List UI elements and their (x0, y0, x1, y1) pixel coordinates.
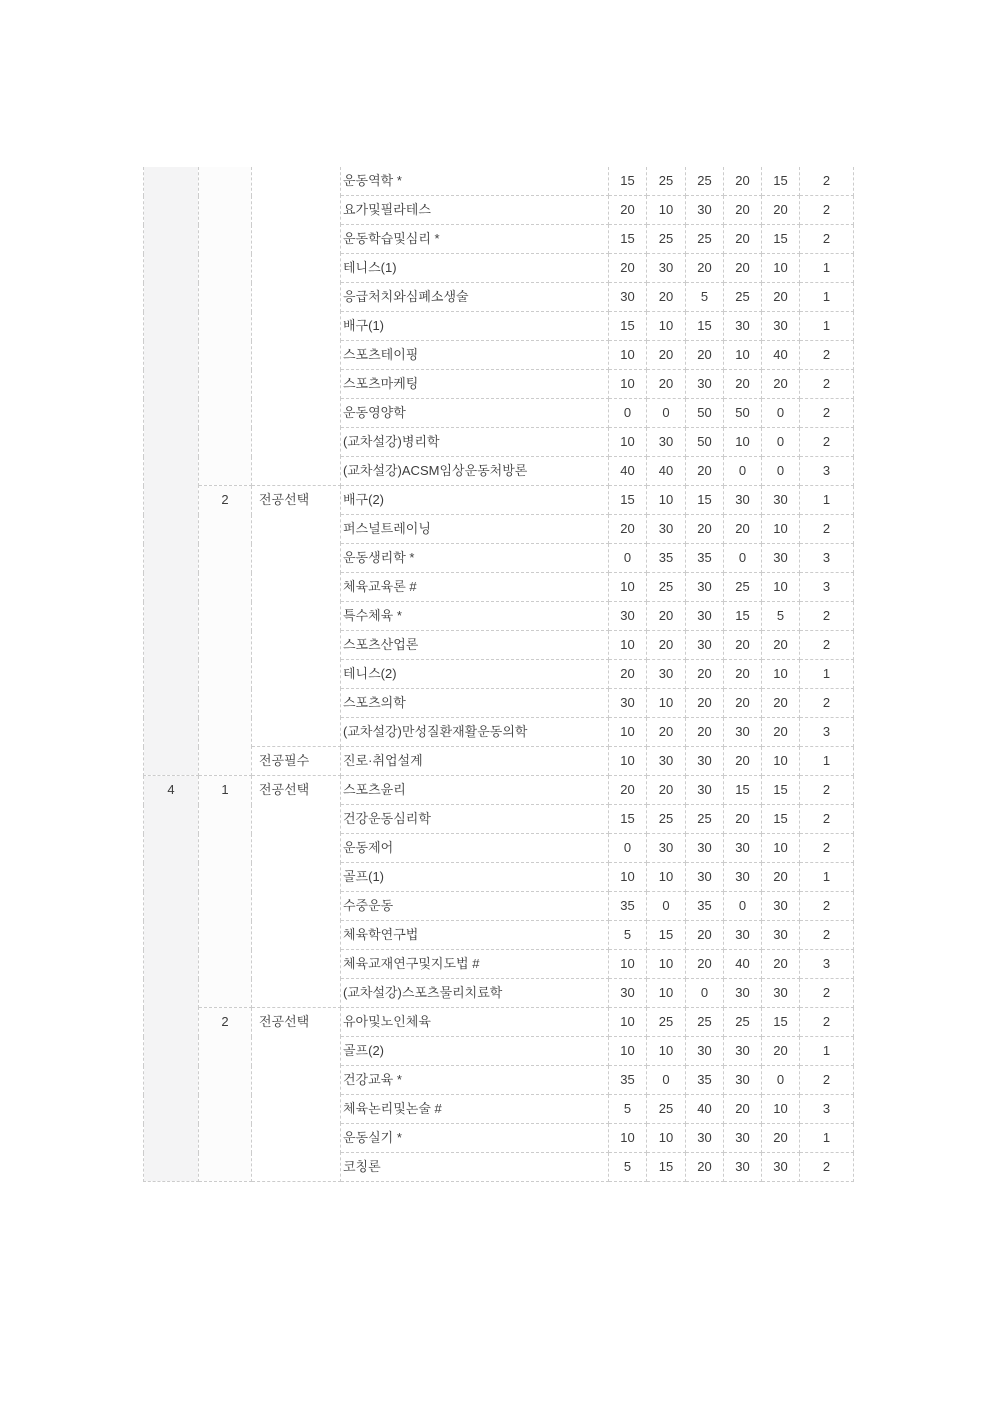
score-cell-2: 25 (647, 1008, 686, 1037)
curriculum-table-body (144, 167, 854, 1182)
score-cell-5: 30 (762, 486, 800, 515)
course-name-cell: 스포츠산업론 (341, 631, 609, 660)
course-name-cell: 건강운동심리학 (341, 805, 609, 834)
score-cell-3: 50 (686, 428, 724, 457)
grade-cell (144, 167, 199, 776)
score-cell-1: 10 (609, 1008, 647, 1037)
score-cell-3: 30 (686, 1124, 724, 1153)
score-cell-2: 10 (647, 196, 686, 225)
score-cell-2: 25 (647, 225, 686, 254)
course-name-cell: 스포츠윤리 (341, 776, 609, 805)
score-cell-4: 30 (724, 718, 762, 747)
score-cell-1: 10 (609, 950, 647, 979)
course-type-cell: 전공선택 (252, 776, 341, 1008)
score-cell-2: 10 (647, 1037, 686, 1066)
credit-cell: 2 (800, 341, 854, 370)
course-name-cell: 운동생리학 * (341, 544, 609, 573)
score-cell-2: 0 (647, 1066, 686, 1095)
score-cell-4: 20 (724, 660, 762, 689)
score-cell-5: 10 (762, 747, 800, 776)
score-cell-5: 10 (762, 573, 800, 602)
course-type-cell: 전공선택 (252, 486, 341, 747)
score-cell-1: 0 (609, 399, 647, 428)
score-cell-4: 20 (724, 689, 762, 718)
score-cell-3: 15 (686, 312, 724, 341)
score-cell-3: 15 (686, 486, 724, 515)
score-cell-4: 30 (724, 921, 762, 950)
course-name-cell: 건강교육 * (341, 1066, 609, 1095)
credit-cell: 3 (800, 457, 854, 486)
score-cell-1: 15 (609, 167, 647, 196)
score-cell-5: 30 (762, 544, 800, 573)
score-cell-5: 15 (762, 167, 800, 196)
score-cell-3: 30 (686, 776, 724, 805)
course-name-cell: 골프(2) (341, 1037, 609, 1066)
credit-cell: 3 (800, 718, 854, 747)
score-cell-2: 0 (647, 399, 686, 428)
credit-cell: 1 (800, 254, 854, 283)
credit-cell: 2 (800, 1008, 854, 1037)
score-cell-2: 25 (647, 805, 686, 834)
score-cell-3: 30 (686, 631, 724, 660)
credit-cell: 1 (800, 660, 854, 689)
score-cell-4: 30 (724, 1153, 762, 1182)
course-name-cell: 진로·취업설계 (341, 747, 609, 776)
score-cell-5: 30 (762, 312, 800, 341)
score-cell-2: 10 (647, 950, 686, 979)
curriculum-table (143, 167, 854, 1182)
score-cell-5: 15 (762, 776, 800, 805)
score-cell-2: 30 (647, 428, 686, 457)
score-cell-4: 20 (724, 370, 762, 399)
score-cell-1: 0 (609, 544, 647, 573)
course-name-cell: 수중운동 (341, 892, 609, 921)
score-cell-1: 15 (609, 312, 647, 341)
score-cell-1: 30 (609, 602, 647, 631)
table-row (144, 167, 854, 196)
credit-cell: 2 (800, 921, 854, 950)
score-cell-1: 10 (609, 370, 647, 399)
credit-cell: 2 (800, 428, 854, 457)
credit-cell: 3 (800, 950, 854, 979)
curriculum-table-container (143, 167, 854, 1182)
score-cell-2: 25 (647, 167, 686, 196)
course-name-cell: 체육교육론 # (341, 573, 609, 602)
semester-cell: 1 (199, 776, 252, 1008)
score-cell-2: 20 (647, 718, 686, 747)
score-cell-5: 10 (762, 515, 800, 544)
score-cell-3: 30 (686, 573, 724, 602)
credit-cell: 2 (800, 370, 854, 399)
score-cell-3: 30 (686, 196, 724, 225)
course-name-cell: 운동제어 (341, 834, 609, 863)
score-cell-1: 5 (609, 1153, 647, 1182)
score-cell-5: 0 (762, 457, 800, 486)
course-name-cell: 스포츠테이핑 (341, 341, 609, 370)
score-cell-1: 10 (609, 747, 647, 776)
score-cell-2: 10 (647, 689, 686, 718)
score-cell-4: 10 (724, 341, 762, 370)
score-cell-1: 30 (609, 283, 647, 312)
score-cell-4: 25 (724, 1008, 762, 1037)
credit-cell: 2 (800, 631, 854, 660)
score-cell-1: 20 (609, 254, 647, 283)
course-name-cell: 운동학습및심리 * (341, 225, 609, 254)
credit-cell: 1 (800, 312, 854, 341)
score-cell-5: 20 (762, 370, 800, 399)
score-cell-3: 20 (686, 921, 724, 950)
credit-cell: 3 (800, 1095, 854, 1124)
score-cell-5: 30 (762, 892, 800, 921)
score-cell-3: 50 (686, 399, 724, 428)
course-name-cell: 특수체육 * (341, 602, 609, 631)
semester-cell: 2 (199, 1008, 252, 1182)
score-cell-5: 0 (762, 1066, 800, 1095)
credit-cell: 2 (800, 1153, 854, 1182)
score-cell-2: 30 (647, 515, 686, 544)
score-cell-4: 30 (724, 834, 762, 863)
table-row (144, 1008, 854, 1037)
course-name-cell: 코칭론 (341, 1153, 609, 1182)
score-cell-2: 25 (647, 1095, 686, 1124)
credit-cell: 2 (800, 1066, 854, 1095)
score-cell-4: 20 (724, 1095, 762, 1124)
score-cell-4: 20 (724, 515, 762, 544)
credit-cell: 1 (800, 1124, 854, 1153)
score-cell-4: 30 (724, 486, 762, 515)
score-cell-2: 20 (647, 631, 686, 660)
score-cell-5: 0 (762, 428, 800, 457)
score-cell-1: 10 (609, 718, 647, 747)
score-cell-5: 30 (762, 921, 800, 950)
score-cell-1: 10 (609, 341, 647, 370)
course-name-cell: 테니스(1) (341, 254, 609, 283)
score-cell-3: 30 (686, 863, 724, 892)
score-cell-3: 5 (686, 283, 724, 312)
score-cell-3: 25 (686, 805, 724, 834)
score-cell-5: 10 (762, 1095, 800, 1124)
score-cell-3: 20 (686, 254, 724, 283)
score-cell-5: 20 (762, 283, 800, 312)
course-name-cell: 스포츠의학 (341, 689, 609, 718)
score-cell-2: 20 (647, 370, 686, 399)
score-cell-1: 20 (609, 196, 647, 225)
score-cell-1: 10 (609, 1037, 647, 1066)
course-name-cell: 체육논리및논술 # (341, 1095, 609, 1124)
score-cell-1: 0 (609, 834, 647, 863)
score-cell-5: 0 (762, 399, 800, 428)
score-cell-5: 15 (762, 805, 800, 834)
credit-cell: 2 (800, 167, 854, 196)
score-cell-4: 30 (724, 1066, 762, 1095)
course-name-cell: 배구(1) (341, 312, 609, 341)
score-cell-5: 10 (762, 660, 800, 689)
score-cell-5: 20 (762, 196, 800, 225)
credit-cell: 2 (800, 689, 854, 718)
score-cell-1: 20 (609, 776, 647, 805)
score-cell-5: 20 (762, 950, 800, 979)
course-name-cell: 퍼스널트레이닝 (341, 515, 609, 544)
score-cell-3: 20 (686, 689, 724, 718)
credit-cell: 3 (800, 544, 854, 573)
score-cell-3: 30 (686, 747, 724, 776)
score-cell-3: 20 (686, 1153, 724, 1182)
score-cell-4: 0 (724, 892, 762, 921)
credit-cell: 2 (800, 979, 854, 1008)
score-cell-1: 10 (609, 863, 647, 892)
score-cell-1: 5 (609, 921, 647, 950)
score-cell-5: 40 (762, 341, 800, 370)
score-cell-2: 20 (647, 776, 686, 805)
score-cell-3: 35 (686, 1066, 724, 1095)
score-cell-3: 20 (686, 660, 724, 689)
score-cell-2: 25 (647, 573, 686, 602)
score-cell-1: 10 (609, 428, 647, 457)
score-cell-5: 15 (762, 1008, 800, 1037)
score-cell-4: 30 (724, 979, 762, 1008)
score-cell-2: 40 (647, 457, 686, 486)
score-cell-2: 30 (647, 254, 686, 283)
score-cell-1: 10 (609, 1124, 647, 1153)
score-cell-1: 30 (609, 979, 647, 1008)
score-cell-3: 20 (686, 341, 724, 370)
score-cell-4: 0 (724, 544, 762, 573)
course-name-cell: (교차설강)ACSM임상운동처방론 (341, 457, 609, 486)
score-cell-2: 10 (647, 486, 686, 515)
score-cell-4: 40 (724, 950, 762, 979)
score-cell-4: 10 (724, 428, 762, 457)
credit-cell: 1 (800, 283, 854, 312)
table-row (144, 776, 854, 805)
credit-cell: 2 (800, 776, 854, 805)
score-cell-2: 10 (647, 979, 686, 1008)
score-cell-4: 30 (724, 863, 762, 892)
score-cell-4: 25 (724, 283, 762, 312)
score-cell-4: 30 (724, 1124, 762, 1153)
score-cell-2: 20 (647, 341, 686, 370)
score-cell-5: 10 (762, 834, 800, 863)
score-cell-5: 15 (762, 225, 800, 254)
score-cell-3: 0 (686, 979, 724, 1008)
score-cell-3: 20 (686, 457, 724, 486)
score-cell-1: 40 (609, 457, 647, 486)
score-cell-5: 30 (762, 1153, 800, 1182)
score-cell-2: 20 (647, 602, 686, 631)
score-cell-1: 30 (609, 689, 647, 718)
course-name-cell: 체육교재연구및지도법 # (341, 950, 609, 979)
score-cell-4: 25 (724, 573, 762, 602)
score-cell-1: 10 (609, 573, 647, 602)
course-name-cell: 테니스(2) (341, 660, 609, 689)
score-cell-2: 10 (647, 863, 686, 892)
course-name-cell: 운동실기 * (341, 1124, 609, 1153)
score-cell-4: 15 (724, 602, 762, 631)
course-type-cell: 전공선택 (252, 1008, 341, 1182)
course-name-cell: 요가및필라테스 (341, 196, 609, 225)
course-name-cell: 유아및노인체육 (341, 1008, 609, 1037)
score-cell-5: 20 (762, 718, 800, 747)
credit-cell: 2 (800, 805, 854, 834)
credit-cell: 2 (800, 602, 854, 631)
score-cell-3: 35 (686, 892, 724, 921)
course-name-cell: 스포츠마케팅 (341, 370, 609, 399)
score-cell-5: 20 (762, 1124, 800, 1153)
score-cell-3: 35 (686, 544, 724, 573)
score-cell-2: 15 (647, 921, 686, 950)
score-cell-4: 30 (724, 1037, 762, 1066)
score-cell-1: 10 (609, 631, 647, 660)
score-cell-3: 20 (686, 515, 724, 544)
score-cell-3: 30 (686, 1037, 724, 1066)
score-cell-3: 30 (686, 834, 724, 863)
score-cell-2: 35 (647, 544, 686, 573)
course-name-cell: 골프(1) (341, 863, 609, 892)
grade-cell: 4 (144, 776, 199, 1182)
course-type-cell: 전공필수 (252, 747, 341, 776)
course-name-cell: 운동영양학 (341, 399, 609, 428)
credit-cell: 2 (800, 892, 854, 921)
score-cell-1: 15 (609, 805, 647, 834)
course-name-cell: (교차설강)만성질환재활운동의학 (341, 718, 609, 747)
score-cell-2: 0 (647, 892, 686, 921)
score-cell-3: 25 (686, 1008, 724, 1037)
course-name-cell: 운동역학 * (341, 167, 609, 196)
credit-cell: 2 (800, 196, 854, 225)
score-cell-5: 20 (762, 631, 800, 660)
score-cell-3: 40 (686, 1095, 724, 1124)
score-cell-4: 0 (724, 457, 762, 486)
score-cell-2: 10 (647, 312, 686, 341)
score-cell-2: 10 (647, 1124, 686, 1153)
score-cell-1: 20 (609, 515, 647, 544)
score-cell-5: 10 (762, 254, 800, 283)
score-cell-1: 5 (609, 1095, 647, 1124)
score-cell-2: 30 (647, 660, 686, 689)
score-cell-3: 25 (686, 225, 724, 254)
score-cell-4: 20 (724, 225, 762, 254)
score-cell-5: 30 (762, 979, 800, 1008)
score-cell-4: 20 (724, 631, 762, 660)
credit-cell: 1 (800, 747, 854, 776)
credit-cell: 1 (800, 863, 854, 892)
score-cell-4: 50 (724, 399, 762, 428)
score-cell-3: 30 (686, 370, 724, 399)
credit-cell: 1 (800, 486, 854, 515)
score-cell-3: 20 (686, 718, 724, 747)
semester-cell (199, 167, 252, 486)
score-cell-1: 35 (609, 1066, 647, 1095)
score-cell-3: 20 (686, 950, 724, 979)
credit-cell: 2 (800, 399, 854, 428)
course-name-cell: (교차설강)스포츠물리치료학 (341, 979, 609, 1008)
score-cell-5: 5 (762, 602, 800, 631)
course-name-cell: (교차설강)병리학 (341, 428, 609, 457)
score-cell-4: 20 (724, 805, 762, 834)
score-cell-1: 20 (609, 660, 647, 689)
score-cell-4: 20 (724, 747, 762, 776)
score-cell-1: 15 (609, 486, 647, 515)
course-type-cell (252, 167, 341, 486)
score-cell-3: 30 (686, 602, 724, 631)
score-cell-2: 30 (647, 747, 686, 776)
score-cell-5: 20 (762, 863, 800, 892)
score-cell-2: 30 (647, 834, 686, 863)
score-cell-4: 15 (724, 776, 762, 805)
credit-cell: 1 (800, 1037, 854, 1066)
course-name-cell: 응급처치와심폐소생술 (341, 283, 609, 312)
semester-cell: 2 (199, 486, 252, 776)
credit-cell: 2 (800, 515, 854, 544)
credit-cell: 2 (800, 225, 854, 254)
score-cell-1: 15 (609, 225, 647, 254)
score-cell-4: 20 (724, 196, 762, 225)
score-cell-4: 20 (724, 167, 762, 196)
score-cell-3: 25 (686, 167, 724, 196)
course-name-cell: 체육학연구법 (341, 921, 609, 950)
score-cell-1: 35 (609, 892, 647, 921)
score-cell-2: 15 (647, 1153, 686, 1182)
score-cell-4: 30 (724, 312, 762, 341)
score-cell-5: 20 (762, 689, 800, 718)
score-cell-5: 20 (762, 1037, 800, 1066)
score-cell-4: 20 (724, 254, 762, 283)
credit-cell: 2 (800, 834, 854, 863)
course-name-cell: 배구(2) (341, 486, 609, 515)
score-cell-2: 20 (647, 283, 686, 312)
credit-cell: 3 (800, 573, 854, 602)
table-row (144, 486, 854, 515)
